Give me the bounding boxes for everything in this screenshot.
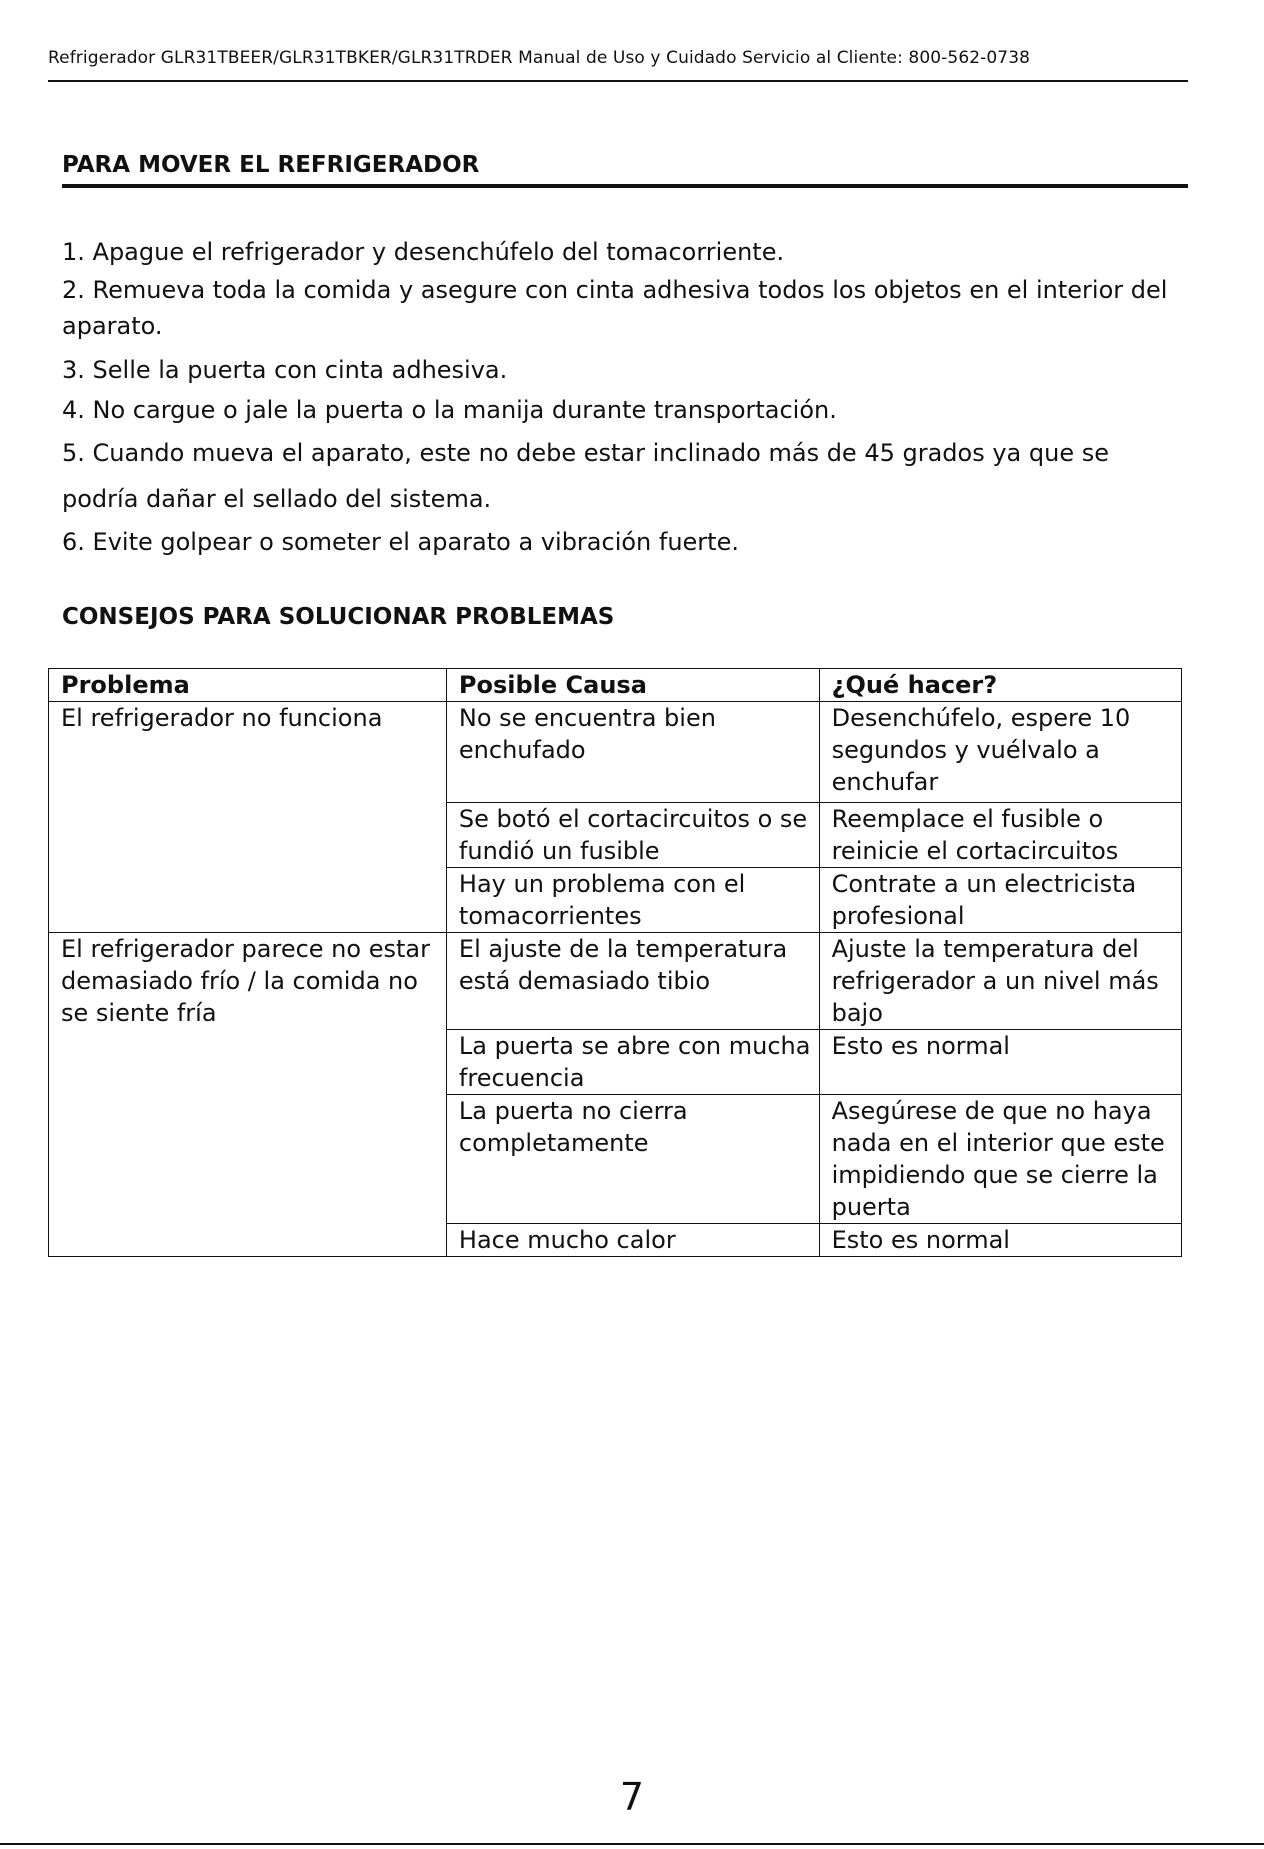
action-cell: Esto es normal (819, 1224, 1181, 1257)
table-row (49, 702, 1182, 803)
footer-rule (0, 1843, 1264, 1845)
moving-step: 4. No cargue o jale la puerta o la manija durante transportación. (62, 396, 837, 424)
header-rule (48, 80, 1188, 82)
problem-cell: El refrigerador parece no estar demasiado frío / la comida no se siente fría (49, 933, 447, 1257)
action-cell: Desenchúfelo, espere 10 segundos y vuélvalo a enchufar (819, 702, 1181, 803)
action-cell: Contrate a un electricista profesional (819, 868, 1181, 933)
cause-cell: La puerta no cierra completamente (446, 1095, 819, 1224)
action-cell: Esto es normal (819, 1030, 1181, 1095)
cause-cell: La puerta se abre con mucha frecuencia (446, 1030, 819, 1095)
cause-cell: Hace mucho calor (446, 1224, 819, 1257)
cause-cell: El ajuste de la temperatura está demasiado tibio (446, 933, 819, 1030)
column-header-problem: Problema (49, 669, 447, 702)
table-row (49, 933, 1182, 1030)
moving-title-rule (62, 184, 1188, 188)
cause-cell: Hay un problema con el tomacorrientes (446, 868, 819, 933)
page-number: 7 (619, 1775, 645, 1819)
column-header-cause: Posible Causa (446, 669, 819, 702)
moving-step: 1. Apague el refrigerador y desenchúfelo del tomacorriente. (62, 238, 785, 266)
action-cell: Asegúrese de que no haya nada en el interior que este impidiendo que se cierre la puerta (819, 1095, 1181, 1224)
moving-step: 2. Remueva toda la comida y asegure con cinta adhesiva todos los objetos en el interior del aparato. (62, 276, 1168, 340)
problem-cell: El refrigerador no funciona (49, 702, 447, 933)
moving-section-title: PARA MOVER EL REFRIGERADOR (62, 152, 480, 178)
action-cell: Ajuste la temperatura del refrigerador a un nivel más bajo (819, 933, 1181, 1030)
troubleshooting-table (48, 668, 1182, 1257)
column-header-action: ¿Qué hacer? (819, 669, 1181, 702)
moving-step: 3. Selle la puerta con cinta adhesiva. (62, 356, 508, 384)
troubleshooting-section-title: CONSEJOS PARA SOLUCIONAR PROBLEMAS (62, 604, 615, 630)
moving-step: 6. Evite golpear o someter el aparato a vibración fuerte. (62, 528, 739, 556)
action-cell: Reemplace el fusible o reinicie el cortacircuitos (819, 803, 1181, 868)
table-header-row (49, 669, 1182, 702)
moving-step: 5. Cuando mueva el aparato, este no debe estar inclinado más de 45 grados ya que se podría dañar el sellado del sistema. (62, 439, 1109, 513)
running-header: Refrigerador GLR31TBEER/GLR31TBKER/GLR31TRDER Manual de Uso y Cuidado Servicio al Cliente: 800-562-0738 (48, 48, 1031, 68)
cause-cell: Se botó el cortacircuitos o se fundió un fusible (446, 803, 819, 868)
moving-steps-list (62, 232, 1192, 562)
cause-cell: No se encuentra bien enchufado (446, 702, 819, 803)
